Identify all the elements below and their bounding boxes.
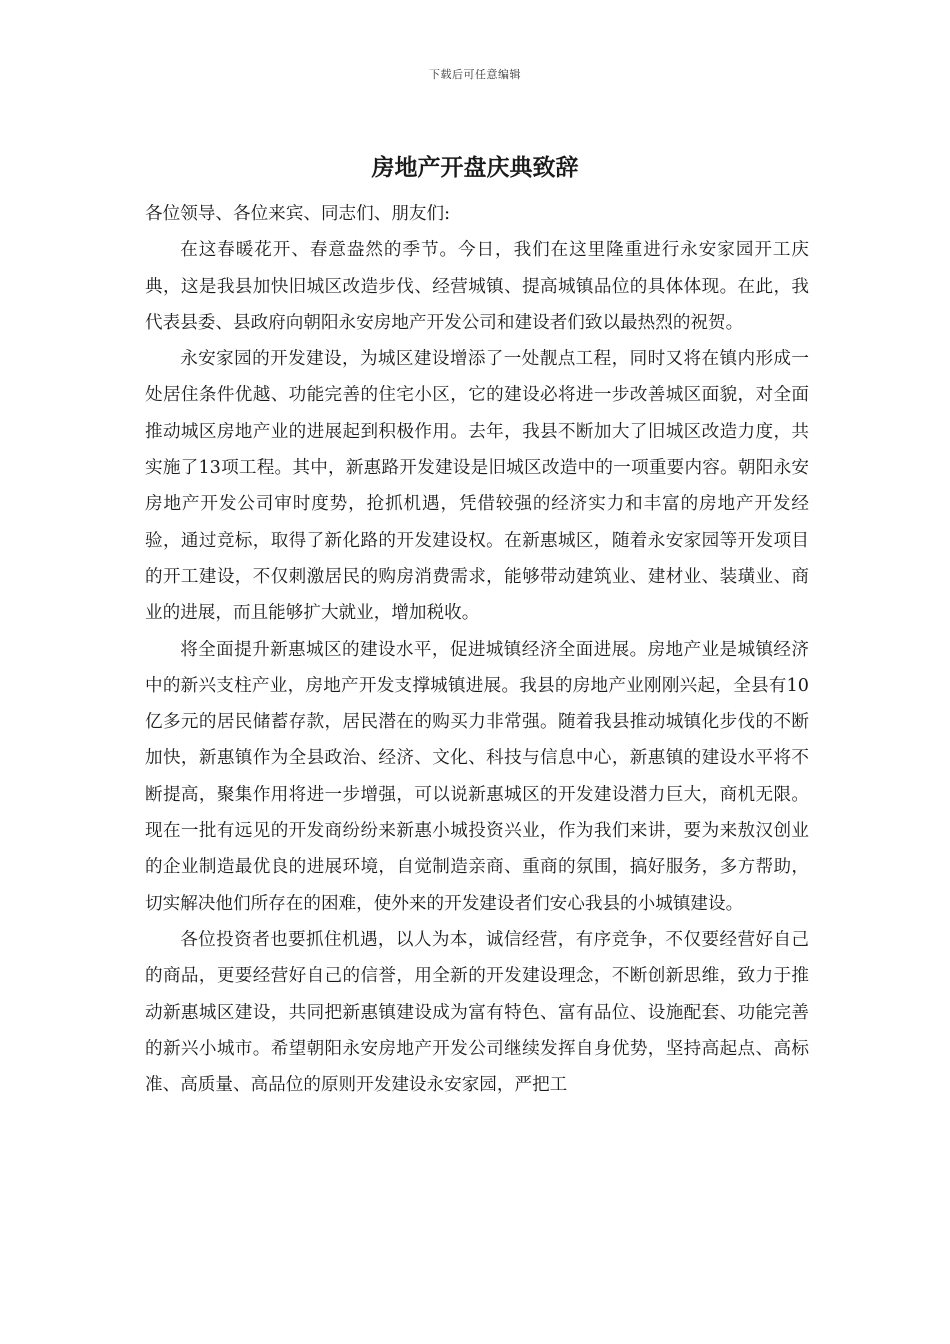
salutation: 各位领导、各位来宾、同志们、朋友们:: [145, 204, 451, 224]
paragraph-2: 永安家园的开发建设，为城区建设增添了一处靓点工程，同时又将在镇内形成一处居住条件优越、功能完善的住宅小区，它的建设必将进一步改善城区面貌，对全面推动城区房地产业的进展起到积极作用。去年，我县不断加大了旧城区改造力度，共实施了13项工程。其中，新惠路开发建设是旧城区改造中的一项重要内容。朝阳永安房地产开发公司审时度势，抢抓机遇，凭借较强的经济实力和丰富的房地产开发经验，通过竞标，取得了新化路的开发建设权。在新惠城区，随着永安家园等开发项目的开工建设，不仅刺激居民的购房消费需求，能够带动建筑业、建材业、装璜业、商业的进展，而且能够扩大就业，增加税收。: [145, 349, 809, 624]
page-header-note: 下载后可任意编辑: [429, 68, 521, 81]
paragraph-4: 各位投资者也要抓住机遇，以人为本，诚信经营，有序竞争，不仅要经营好自己的商品，更要经营好自己的信誉，用全新的开发建设理念，不断创新思维，致力于推动新惠城区建设，共同把新惠镇建设成为富有特色、富有品位、设施配套、功能完善的新兴小城市。希望朝阳永安房地产开发公司继续发挥自身优势，坚持高起点、高标准、高质量、高品位的原则开发建设永安家园，严把工: [145, 929, 809, 1096]
document-title: 房地产开盘庆典致辞: [371, 154, 579, 181]
document-body: [145, 196, 809, 1103]
paragraph-1: 在这春暖花开、春意盎然的季节。今日，我们在这里隆重进行永安家园开工庆典，这是我县加快旧城区改造步伐、经营城镇、提高城镇品位的具体体现。在此，我代表县委、县政府向朝阳永安房地产开发公司和建设者们致以最热烈的祝贺。: [145, 240, 809, 333]
paragraph-3: 将全面提升新惠城区的建设水平，促进城镇经济全面进展。房地产业是城镇经济中的新兴支柱产业，房地产开发支撑城镇进展。我县的房地产业刚刚兴起，全县有10亿多元的居民储蓄存款，居民潜在的购买力非常强。随着我县推动城镇化步伐的不断加快，新惠镇作为全县政治、经济、文化、科技与信息中心，新惠镇的建设水平将不断提高，聚集作用将进一步增强，可以说新惠城区的开发建设潜力巨大，商机无限。现在一批有远见的开发商纷纷来新惠小城投资兴业，作为我们来讲，要为来敖汉创业的企业制造最优良的进展环境，自觉制造亲商、重商的氛围，搞好服务，多方帮助，切实解决他们所存在的困难，使外来的开发建设者们安心我县的小城镇建设。: [145, 639, 809, 914]
